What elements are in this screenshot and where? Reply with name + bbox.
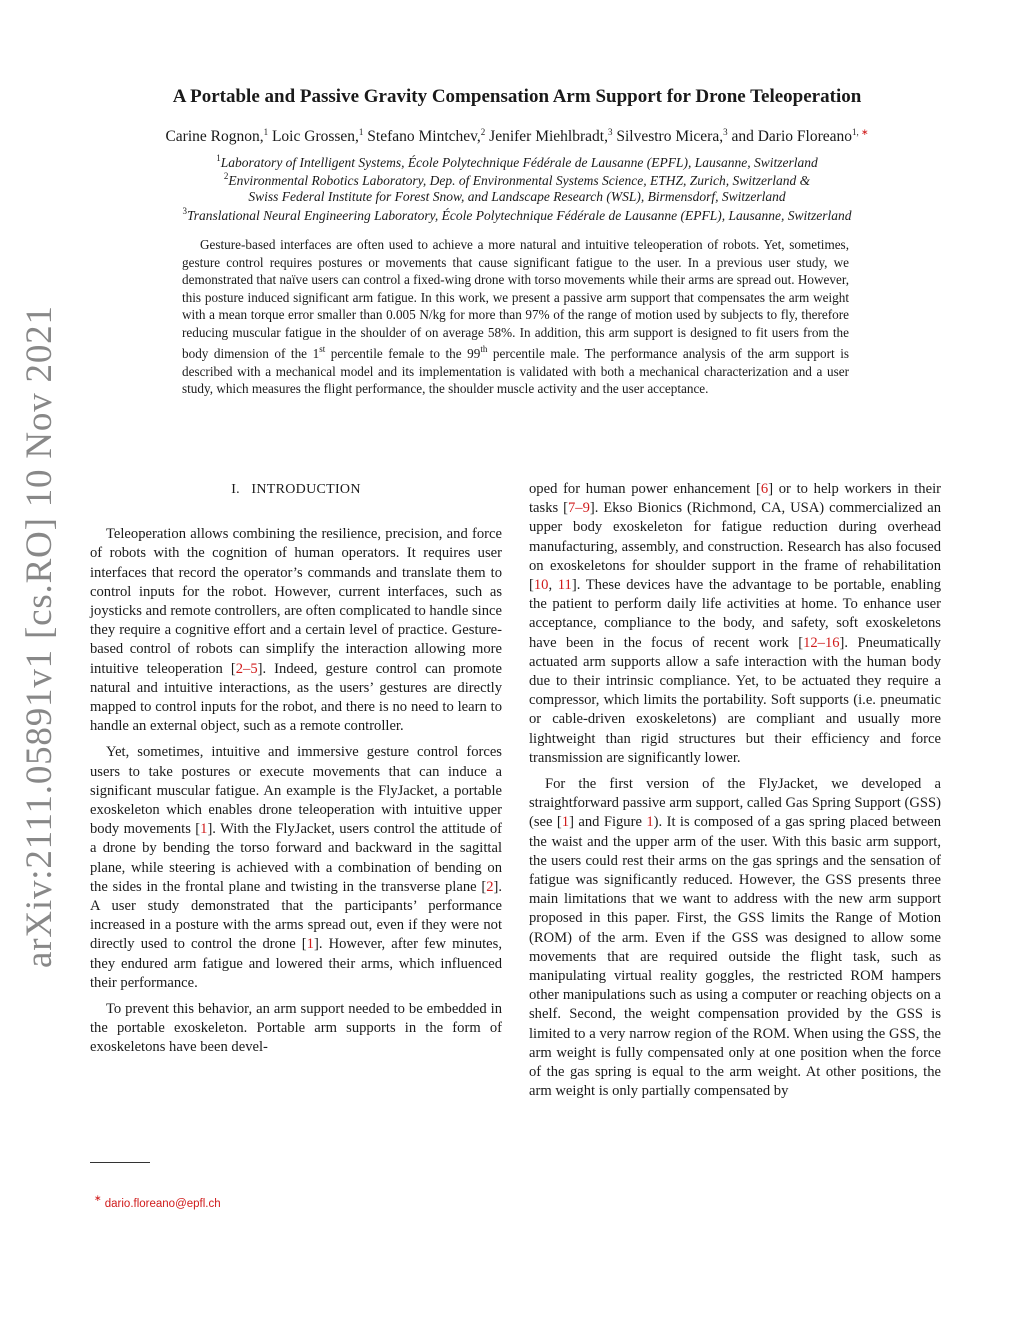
author-list — [80, 127, 954, 146]
unit-fraction: N/kg — [419, 307, 446, 322]
affiliation: $^1$Laboratory of Intelligent Systems, École Polytechnique Fédérale de Lausanne (EPFL), Lausanne, Switzerland — [216, 153, 818, 170]
right-column — [529, 480, 941, 1109]
citation-link[interactable]: 1 — [561, 814, 570, 831]
footnote-divider — [90, 1162, 150, 1163]
footnote: ∗ dario.floreano@epfl.ch — [94, 1193, 221, 1210]
author: Jenifer Miehlbradt,$^3$ — [489, 127, 613, 145]
citation-link[interactable]: 1 — [200, 821, 208, 838]
citation-link[interactable]: 2–5 — [235, 660, 258, 677]
citation-link[interactable]: 2 — [486, 878, 494, 895]
paragraph: To prevent this behavior, an arm support needed to be embedded in the portable exoskeleton. Portable arm supports in the form of exoskeletons have been devel- — [90, 1001, 502, 1056]
author: Silvestro Micera,$^3$ — [616, 127, 728, 145]
affiliation: Swiss Federal Institute for Forest Snow, and Landscape Research (WSL), Birmensdorf, Switzerland — [248, 189, 786, 204]
paragraph: Yet, sometimes, intuitive and immersive gesture control forces users to take postures or execute movements that can induce a significant muscular fatigue. An example is the FlyJacket, a portable exoskeleton which enables drone teleoperation with intuitive upper body movements [1]. With the FlyJacket, users control the attitude of a drone by bending the torso forward and backward in the sagittal plane, while steering is achieved with a combination of bending on the sides in the frontal plane and twisting in the transverse plane [2]. A user study demonstrated that the participants’ performance increased in a posture with the arms spread out, even if they were not directly used to control the drone [1]. However, after few minutes, they endured arm fatigue and lowered their arms, which influenced their performance. — [90, 744, 502, 991]
citation-link[interactable]: 10 — [533, 577, 549, 594]
citation-link[interactable]: 1 — [306, 936, 314, 953]
paper-title: A Portable and Passive Gravity Compensation Arm Support for Drone Teleoperation — [172, 86, 862, 107]
paragraph: For the first version of the FlyJacket, we developed a straightforward passive arm support, called Gas Spring Support (GSS) (see [1] and Figure 1). It is composed of a gas spring placed between the waist and the upper arm of the user. With this basic arm support, the users could rest their arms on the gas springs and the sensation of fatigue was significantly reduced. However, the GSS presents three main limitations that we want to address with the new arm support proposed in this paper. First, the GSS limits the Range of Motion (ROM) of the arm. Even if the GSS was designed to allow some movements that are required outside the flight task, such as manipulating virtual reality goggles, the restricted ROM hampers other manipulations such as using a computer or reaching objects on a shelf. Second, the weight compensation provided by the GSS is limited to a very narrow region of the ROM. When using the GSS, the arm weight is fully compensated only at one position when the force of the gas spring is equal to the arm weight. At other positions, the arm weight is only partially compensated by — [529, 776, 941, 1100]
author: and Dario Floreano$^{1, ∗}$ — [731, 127, 869, 145]
figure-link[interactable]: 1 — [646, 814, 654, 831]
arxiv-identifier: arXiv:2111.05891v1 [cs.RO] 10 Nov 2021 — [19, 305, 60, 968]
citation-link[interactable]: 12–16 — [803, 634, 840, 651]
left-column — [90, 480, 502, 1065]
affiliation: $^2$Environmental Robotics Laboratory, Dep. of Environmental Systems Science, ETHZ, Zurich, Switzerland & — [223, 171, 811, 188]
paragraph: oped for human power enhancement [6] or to help workers in their tasks [7–9]. Ekso Bionics (Richmond, CA, USA) commercialized an upper body exoskeleton for fatigue reduction during overhead manufacturing, assembly, and construction. Research has also focused on exoskeletons for shoulder support in the frame of rehabilitation [10, 11]. These devices have the advantage to be portable, enabling the patient to perform daily life activities at home. To enhance user acceptance, compliance to the body, and safety, soft exoskeletons have been in the focus of recent work [12–16]. Pneumatically actuated arm supports allow a safe interaction with the human body due to their intrinsic compliance. Yet, to be actuated they require a compressor, which limits the portability. Soft supports (i.e. pneumatic or cable-driven exoskeletons) are compliant and usually more lightweight than rigid structures but their efficiency and force transmission are significantly lower. — [529, 481, 942, 766]
author: Loic Grossen,$^1$ — [271, 127, 364, 145]
citation-link[interactable]: 7–9 — [568, 500, 590, 517]
abstract: Gesture-based interfaces are often used to achieve a more natural and intuitive teleoperation of robots. Yet, sometimes, gesture control requires postures or movements that cause significant fatigue to the user. In a previous user study, we demonstrated that naïve users can control a fixed-wing drone with torso movements while their arms are spread out. However, this posture induced significant arm fatigue. In this work, we present a passive arm support that compensates the arm weight with a mean torque error smaller than 0.005 N/kg for more than 97% of the range of motion used by subjects to fly, therefore reducing muscular fatigue in the shoulder of on average 58%. In addition, this arm support is designed to fit users from the body dimension of the 1st percentile female to the 99th percentile male. The performance analysis of the arm support is described with a mechanical model and its implementation is validated with both a mechanical characterization and a user study, which measures the flight performance, the shoulder muscle activity and the user acceptance. — [182, 237, 849, 396]
author: Carine Rognon,$^1$ — [165, 127, 269, 145]
citation-link[interactable]: 6 — [760, 481, 769, 497]
email-link[interactable]: dario.floreano@epfl.ch — [104, 1198, 221, 1210]
corresponding-author-mark[interactable]: ∗ — [861, 127, 869, 137]
paragraph: Teleoperation allows combining the resilience, precision, and force of robots with the cognition of human operators. It requires user interfaces that record the operator’s commands and translate them to control inputs for the robot. However, current interfaces, such as joysticks and remote controllers, are often complicated to handle since they require a cognitive effort and a certain level of practice. Gesture-based control of robots can simplify the interaction allowing more intuitive teleoperation [2–5]. Indeed, gesture control can promote natural and intuitive interactions, as the users’ gestures are directly mapped to control inputs for the robot, and there is no need to learn to handle an external object, such as a remote controller. — [90, 526, 502, 735]
author: Stefano Mintchev,$^2$ — [367, 127, 486, 145]
citation-link[interactable]: 11 — [557, 577, 572, 594]
affiliation: $^3$Translational Neural Engineering Laboratory, École Polytechnique Fédérale de Lausanne (EPFL), Lausanne, Switzerland — [182, 206, 852, 223]
section-heading: I. INTRODUCTION — [231, 482, 361, 497]
